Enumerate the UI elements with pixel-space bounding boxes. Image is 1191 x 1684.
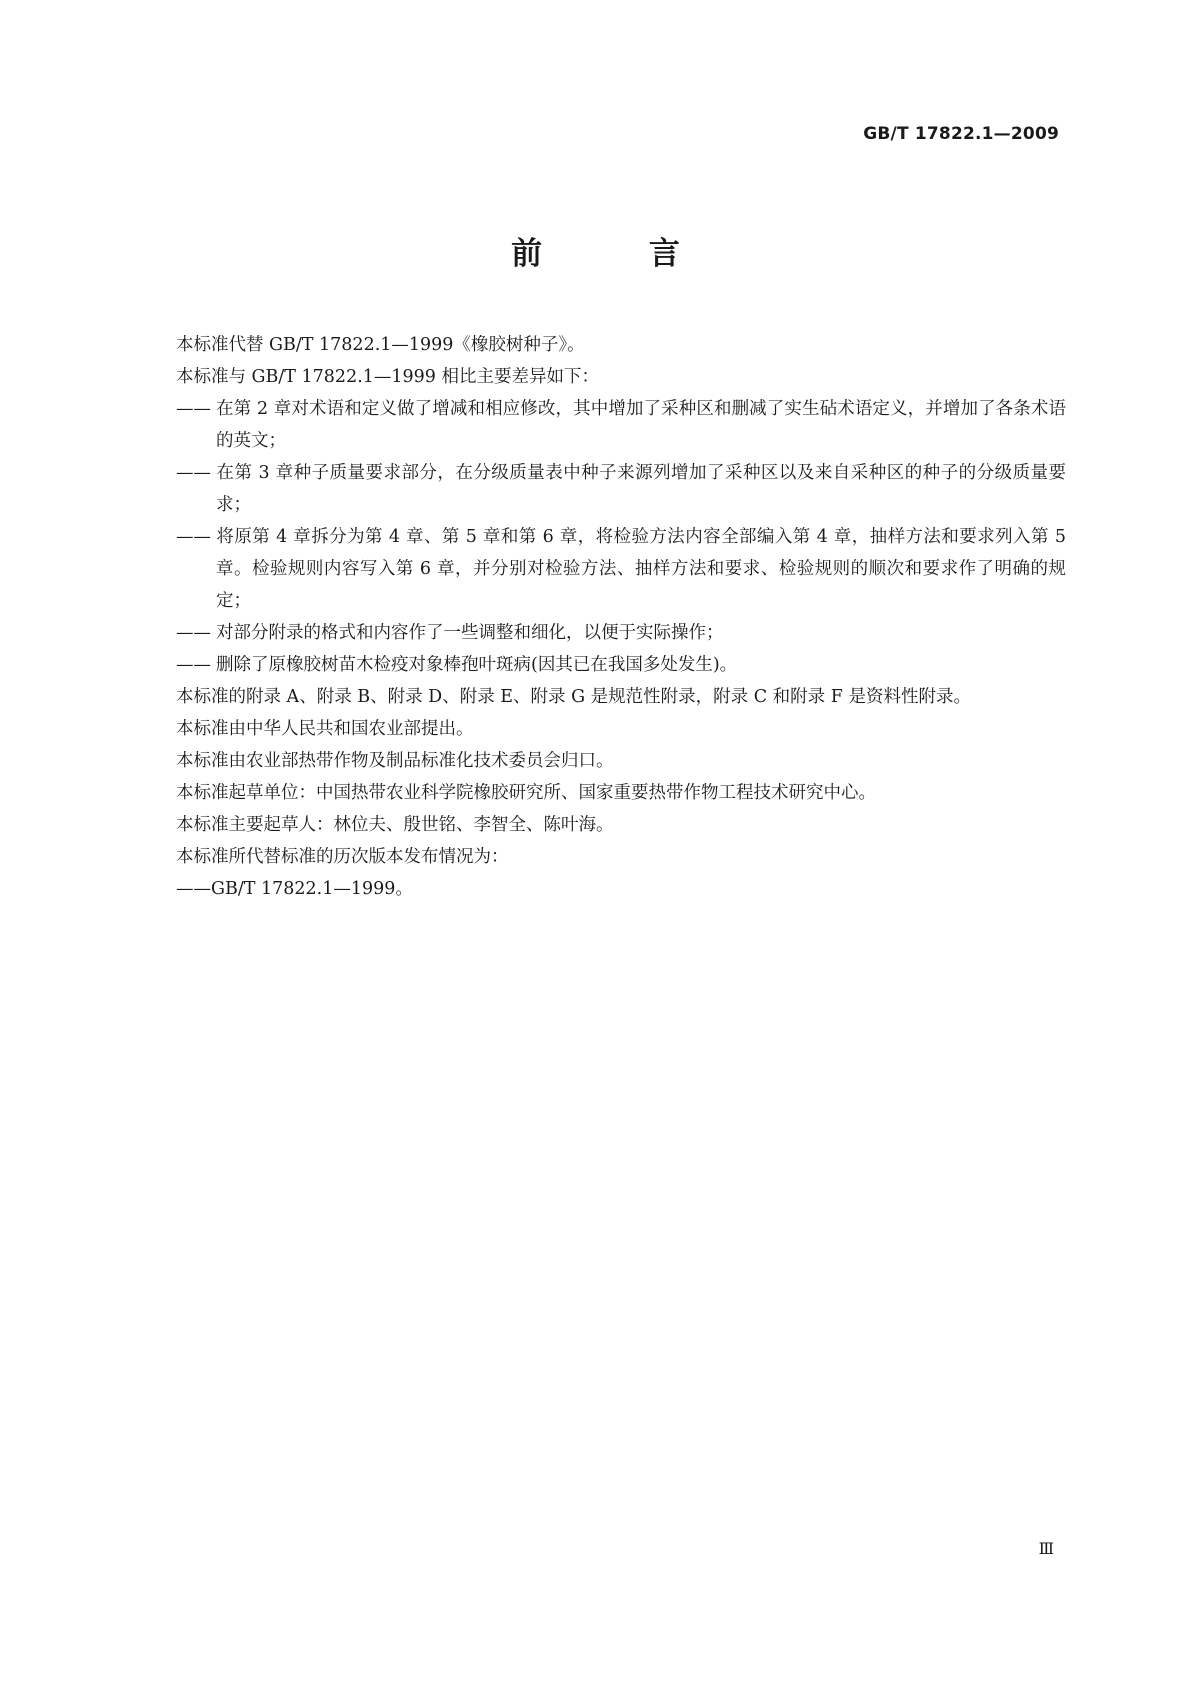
dash-marker: —— (176, 655, 211, 675)
dash-marker: —— (176, 623, 211, 643)
dash-marker: —— (176, 879, 211, 899)
change-item-text: 对部分附录的格式和内容作了一些调整和细化，以便于实际操作； (216, 623, 724, 643)
change-item-text: 在第 2 章对术语和定义做了增减和相应修改，其中增加了采种区和删减了实生砧术语定义，并增加了各条术语的英文； (216, 399, 1066, 451)
statement: 本标准起草单位：中国热带农业科学院橡胶研究所、国家重要热带作物工程技术研究中心。 (176, 783, 876, 803)
page-title: 前 言 (511, 236, 728, 272)
statement: 本标准的附录 A、附录 B、附录 D、附录 E、附录 G 是规范性附录，附录 C 和附录 F 是资料性附录。 (176, 687, 971, 707)
statement: 本标准由中华人民共和国农业部提出。 (176, 719, 474, 739)
change-item (176, 649, 1066, 681)
page-number: Ⅲ (1038, 1539, 1054, 1558)
statement: 本标准主要起草人：林位夫、殷世铭、李智全、陈叶海。 (176, 815, 614, 835)
history-item (176, 873, 1066, 905)
paragraph: 本标准代替 GB/T 17822.1—1999《橡胶树种子》。 (176, 335, 585, 355)
change-item-text: 删除了原橡胶树苗木检疫对象棒孢叶斑病(因其已在我国多处发生)。 (216, 655, 738, 675)
dash-marker: —— (176, 463, 211, 483)
change-item-text: 在第 3 章种子质量要求部分，在分级质量表中种子来源列增加了采种区以及来自采种区的种子的分级质量要求； (216, 463, 1066, 515)
change-item-text: 将原第 4 章拆分为第 4 章、第 5 章和第 6 章，将检验方法内容全部编入第 4 章，抽样方法和要求列入第 5 章。检验规则内容写入第 6 章，并分别对检验方法、抽样方法和要求、检验规则的顺次和要求作了明确的规定； (216, 527, 1066, 611)
paragraph: 本标准与 GB/T 17822.1—1999 相比主要差异如下： (176, 367, 599, 387)
change-item (176, 521, 1066, 617)
statement: 本标准由农业部热带作物及制品标准化技术委员会归口。 (176, 751, 614, 771)
dash-marker: —— (176, 527, 211, 547)
change-item (176, 457, 1066, 521)
statement: 本标准所代替标准的历次版本发布情况为： (176, 847, 509, 867)
change-item (176, 617, 1066, 649)
dash-marker: —— (176, 399, 211, 419)
standard-number: GB/T 17822.1—2009 (863, 124, 1059, 144)
change-item (176, 393, 1066, 457)
history-item-text: GB/T 17822.1—1999。 (211, 879, 413, 899)
foreword-body (176, 329, 1066, 905)
